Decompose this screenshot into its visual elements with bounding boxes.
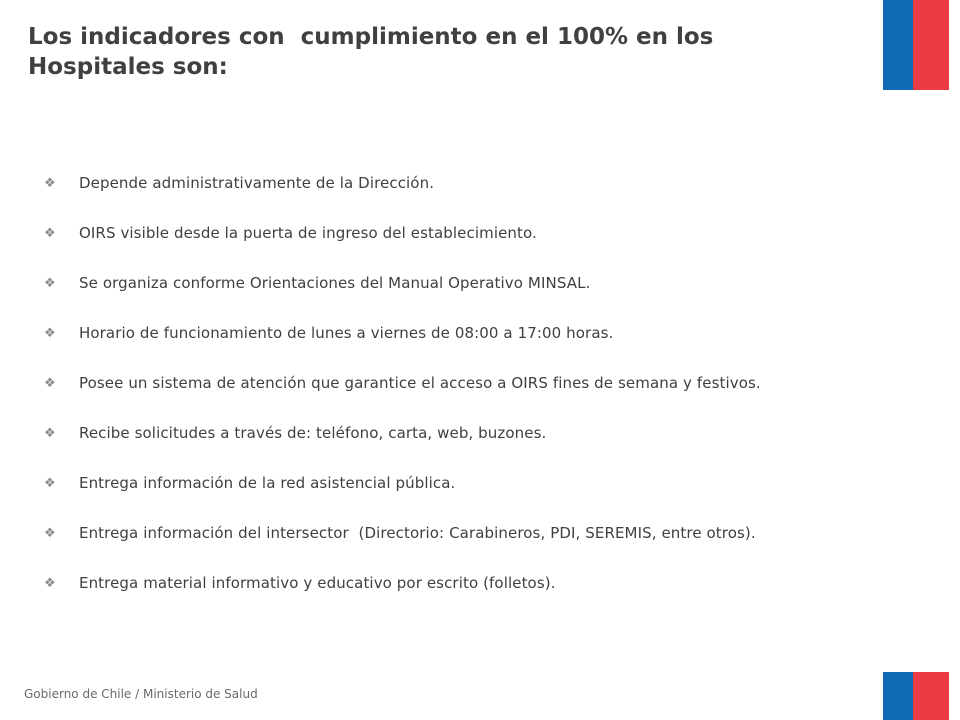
slide-title: Los indicadores con cumplimiento en el 100% en los Hospitales son:	[28, 24, 722, 80]
list-item-text: Recibe solicitudes a través de: teléfono, carta, web, buzones.	[79, 424, 547, 442]
flag-blue-stripe	[883, 672, 913, 720]
diamond-bullet-icon: ❖	[44, 525, 56, 541]
list-item-text: Posee un sistema de atención que garantice el acceso a OIRS fines de semana y festivos.	[79, 374, 761, 392]
flag-red-stripe	[913, 0, 949, 90]
list-item-text: Horario de funcionamiento de lunes a viernes de 08:00 a 17:00 horas.	[79, 324, 614, 342]
indicator-list	[44, 158, 874, 608]
diamond-bullet-icon: ❖	[44, 425, 56, 441]
list-item	[44, 358, 874, 408]
list-item	[44, 308, 874, 358]
flag-blue-stripe	[883, 0, 913, 90]
list-item	[44, 408, 874, 458]
footer-text: Gobierno de Chile / Ministerio de Salud	[24, 687, 258, 701]
diamond-bullet-icon: ❖	[44, 175, 56, 191]
list-item-text: Entrega información de la red asistencial pública.	[79, 474, 456, 492]
chile-flag-bar-bottom	[883, 672, 949, 720]
list-item-text: Depende administrativamente de la Dirección.	[79, 174, 435, 192]
list-item	[44, 208, 874, 258]
diamond-bullet-icon: ❖	[44, 475, 56, 491]
diamond-bullet-icon: ❖	[44, 325, 56, 341]
list-item	[44, 458, 874, 508]
list-item-text: OIRS visible desde la puerta de ingreso del establecimiento.	[79, 224, 537, 242]
list-item-text: Entrega material informativo y educativo por escrito (folletos).	[79, 574, 556, 592]
list-item	[44, 508, 874, 558]
flag-red-stripe	[913, 672, 949, 720]
list-item	[44, 258, 874, 308]
list-item-text: Se organiza conforme Orientaciones del Manual Operativo MINSAL.	[79, 274, 591, 292]
list-item-text: Entrega información del intersector (Directorio: Carabineros, PDI, SEREMIS, entre otros).	[79, 524, 756, 542]
diamond-bullet-icon: ❖	[44, 375, 56, 391]
diamond-bullet-icon: ❖	[44, 575, 56, 591]
list-item	[44, 558, 874, 608]
chile-flag-bar-top	[883, 0, 949, 90]
diamond-bullet-icon: ❖	[44, 225, 56, 241]
diamond-bullet-icon: ❖	[44, 275, 56, 291]
list-item	[44, 158, 874, 208]
